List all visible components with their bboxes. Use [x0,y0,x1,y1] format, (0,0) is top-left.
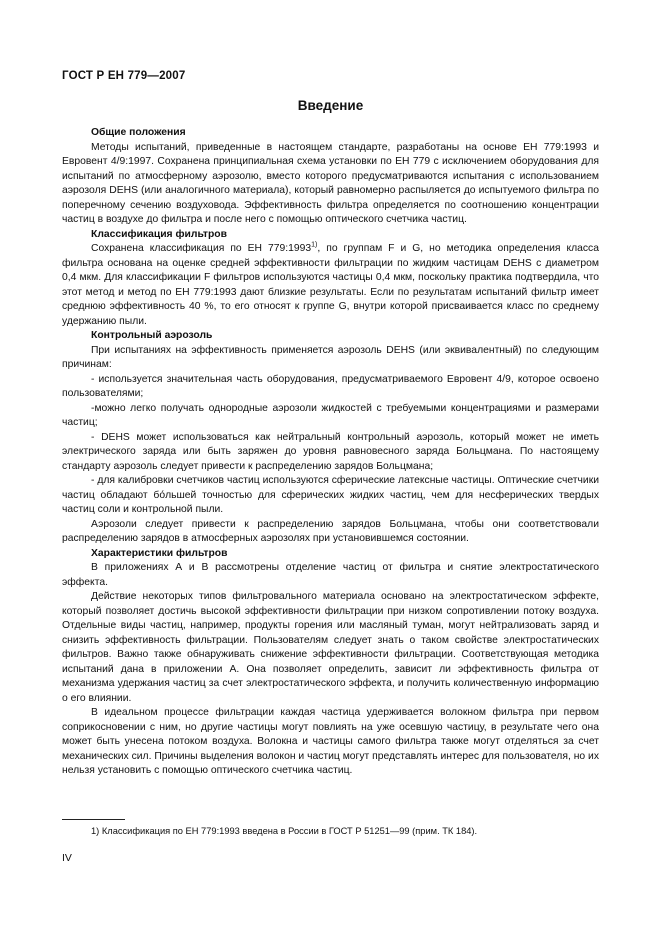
paragraph-general-1: Методы испытаний, приведенные в настоящем стандарте, разработаны на основе ЕН 779:1993 и Евровент 4/9:1997. Сохранена принципиальная схема установки по ЕН 779 с исключением оборудования для испытаний по атмосферному аэрозолю, вместо которого предусматриваются испытания с использованием аэрозоля DEHS (или аналогичного материала), который равномерно распыляется до испытуемого фильтра по поперечному сечению воздуховода. Эффективность фильтра определяется по соотношению концентрации частиц в воздухе до фильтра и после него с помощью оптического счетчика частиц. [62,141,599,225]
footnote-text: 1) Классификация по ЕН 779:1993 введена в России в ГОСТ Р 51251—99 (прим. ТК 184). [91,826,478,836]
paragraph-aerosol-closing: Аэрозоли следует привести к распределению зарядов Больцмана, чтобы они соответствовали распределению зарядов в атмосферных аэрозолях при установившемся состоянии. [62,518,599,544]
paragraph-characteristics-2: Действие некоторых типов фильтровального материала основано на электростатическом эффекте, который позволяет достичь высокой эффективности фильтрации при низком сопротивлении потоку воздуха. Отдельные виды частиц, например, продукты горения или масляный туман, могут нейтрализовать заряд и снизить эффективность фильтрации. Пользователям следует знать о таком свойстве электростатических фильтров. Важно также обнаруживать снижение эффективности фильтрации. Соответствующая методика испытаний дана в приложении А. Она позволяет определить, зависит ли эффективность фильтра от механизма удержания частиц за счет электростатического эффекта, и получить количественную информацию о его влиянии. [62,591,599,704]
list-item-aerosol-1: - используется значительная часть оборудования, предусматриваемого Евровент 4/9, которое освоено пользователями; [62,373,599,399]
footnote-reference: 1) [311,241,318,249]
list-item-aerosol-4: - для калибровки счетчиков частиц используются сферические латексные частицы. Оптические счетчики частиц обладают бо́льшей точностью для сферических жидких частиц, чем для несферических твердых частиц соли и контрольной пыли. [62,475,599,515]
section-characteristics [62,547,599,779]
paragraph-aerosol-intro: При испытаниях на эффективность применяется аэрозоль DEHS (или эквивалентный) по следующим причинам: [62,344,599,370]
list-item-aerosol-2: -можно легко получать однородные аэрозоли жидкостей с требуемыми концентрациями и размерами частиц; [62,402,599,428]
section-aerosol [62,329,599,547]
paragraph-characteristics-3: В идеальном процессе фильтрации каждая частица удерживается волокном фильтра при первом соприкосновении с ним, но другие частицы могут повлиять на уже осевшую частицу, в результате чего она может быть унесена потоком воздуха. Волокна и частицы самого фильтра также могут отделяться за счет механических сил. Причины выделения волокон и частиц могут представлять интерес для пользователя, но их нельзя установить с помощью оптического счетчика частиц. [62,707,599,776]
section-general [62,126,599,228]
paragraph-characteristics-1: В приложениях А и В рассмотрены отделение частиц от фильтра и снятие электростатического эффекта. [62,562,599,588]
document-header: ГОСТ Р ЕН 779—2007 [62,70,186,82]
paragraph-classification-1 [62,242,599,329]
main-text [62,126,599,779]
page-number: IV [62,852,72,864]
section-heading-characteristics: Характеристики фильтров [91,547,228,559]
classification-text-end: , по группам F и G, но методика определения класса фильтра основана на оценке средней эффективности фильтрации по жидким частицам DEHS с диаметром 0,4 мкм. Для классификации F фильтров используются частицы 0,4 мкм, поскольку практика подтвердила, что этот метод и метод по ЕН 779:1993 дают близкие результаты. Если по результатам испытаний фильтр имеет среднюю эффективность 40 %, то его относят к группе G, внутри которой присваивается класс по среднему удержанию пыли. [62,243,599,327]
footnote-divider [62,819,125,820]
list-item-aerosol-3: - DEHS может использоваться как нейтральный контрольный аэрозоль, который может не иметь электрического заряда или быть заряжен до уровня равновесного заряда Больцмана. По настоящему стандарту аэрозоль следует привести к распределению зарядов Больцмана; [62,431,599,472]
section-heading-general: Общие положения [91,127,186,138]
section-heading-classification: Классификация фильтров [91,228,227,240]
page-title: Введение [297,98,364,113]
section-classification [62,228,599,330]
classification-text-start: Сохранена классификация по ЕН 779:1993 [91,243,312,254]
section-heading-aerosol: Контрольный аэрозоль [91,330,213,341]
